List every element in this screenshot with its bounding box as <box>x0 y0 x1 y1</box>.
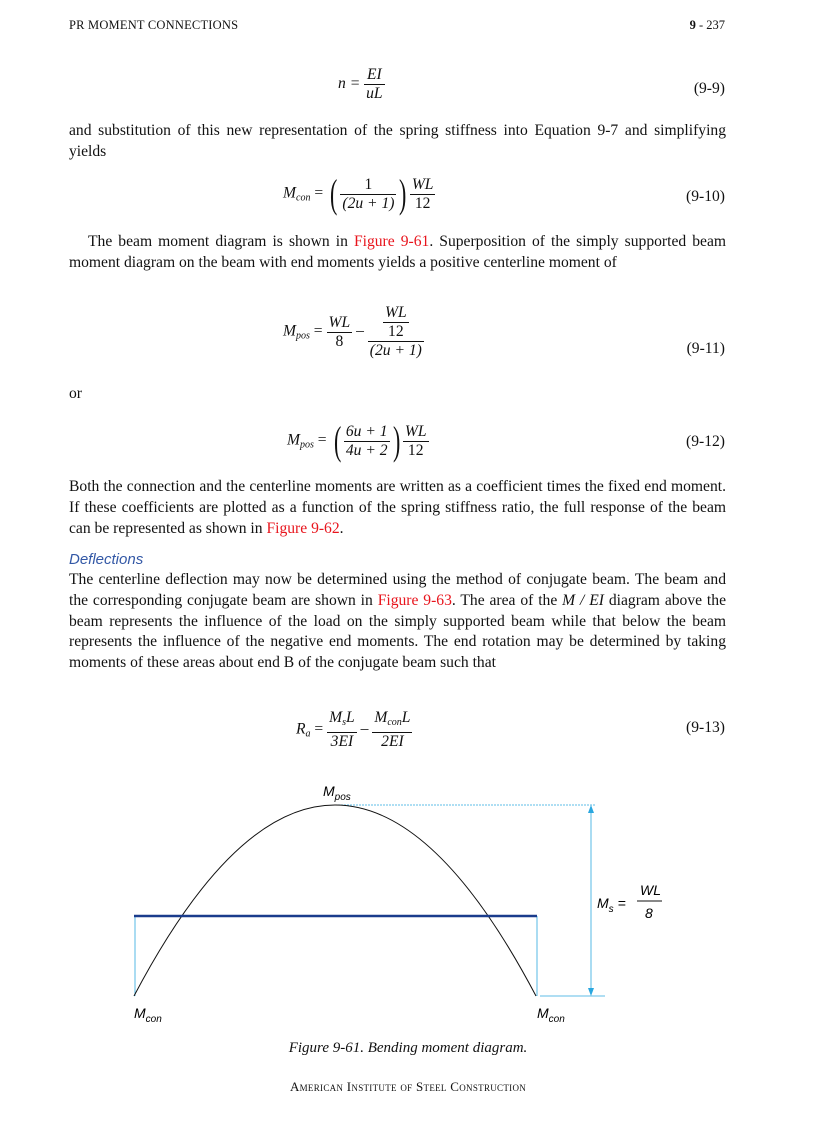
eq-fraction-2 <box>410 176 436 213</box>
eq-denominator-2: 2EI <box>381 733 404 750</box>
eq-denominator: (2u + 1) <box>342 194 395 212</box>
eq-denominator: 8 <box>335 332 344 350</box>
word-or: or <box>69 385 82 402</box>
label-ms-numerator: WL <box>640 882 661 898</box>
eq-denominator: 3EI <box>330 733 354 750</box>
eq-num-main: M <box>329 709 343 726</box>
text-run: diagram above the beam represents the influence of the load on the simply supported beam while that below the beam represents the influence of the negative end moments. The end rotation may be determined by taking moments of these areas about end B of the conjugate beam such that <box>69 591 726 672</box>
paren-open: ( <box>330 171 338 216</box>
eq-fraction <box>344 423 390 460</box>
paren-open: ( <box>333 418 341 463</box>
equation-9-13: $R_a$ = $\frac{M_sL}{3EI}$ – $\frac{M_{con}L}{2EI}$ <box>296 709 411 750</box>
eq-compound-denominator: (2u + 1) <box>369 342 422 359</box>
eq-lhs-main: M <box>287 431 300 449</box>
eq-minus: – <box>356 322 364 340</box>
label-mpos <box>323 783 351 803</box>
moment-curve <box>134 805 536 996</box>
label-mcon-right-main: M <box>537 1005 549 1021</box>
eq-fraction <box>340 176 396 213</box>
eq-numerator-2: WL <box>404 422 427 440</box>
label-mcon-left <box>134 1005 162 1025</box>
eq-denominator: 4u + 2 <box>345 441 388 459</box>
eq-inner-denominator: 12 <box>388 323 404 340</box>
eq-numerator: 6u + 1 <box>345 422 388 440</box>
eq-lhs-main: R <box>296 720 306 738</box>
eq-num-tail: L <box>346 709 355 726</box>
equation-label-9-10: (9-10) <box>686 188 725 205</box>
eq-numerator: 1 <box>340 176 396 195</box>
text-run: The centerline deflection may now be determined using the method of conjugate beam. The beam and the corresponding conjugate beam are shown in <box>69 571 726 609</box>
eq-num-sub: con <box>387 717 402 728</box>
eq-numerator: WL <box>328 313 351 331</box>
eq-fraction <box>364 66 384 103</box>
arrowhead-down <box>588 988 594 996</box>
text-run: . Superposition of the simply supported beam moment diagram on the beam with end moments yields a positive centerline moment of <box>69 233 727 271</box>
label-ms-eq: = <box>617 895 626 911</box>
eq-lhs-sub: pos <box>296 330 310 342</box>
paragraph-coefficients <box>69 477 726 539</box>
text-run: The beam moment diagram is shown in <box>88 233 354 250</box>
page-number <box>690 18 725 33</box>
page-number-rest: - 237 <box>698 18 725 32</box>
paragraph-substitution: and substitution of this new representation of the spring stiffness into Equation 9-7 and simplifying yields <box>69 122 726 160</box>
equation-9-10: $M_{con}$ = ( $\frac{1}{(2u + 1)}$ ) $\frac{WL}{12}$ <box>283 171 434 216</box>
eq-numerator-2: WL <box>411 175 434 193</box>
link-figure-9-63[interactable]: Figure 9-63 <box>377 591 452 609</box>
page-number-chapter: 9 <box>689 18 696 32</box>
eq-denominator-2: 12 <box>414 194 431 212</box>
equation-label-9-11: (9-11) <box>686 340 725 357</box>
paren-close: ) <box>392 418 400 463</box>
eq-lhs-sub: a <box>305 728 311 740</box>
eq-fraction-2 <box>403 423 429 460</box>
label-mcon-left-sub: con <box>145 1014 162 1025</box>
eq-compound-numerator <box>368 304 424 342</box>
label-mcon-right-sub: con <box>548 1014 565 1025</box>
paragraph-moment-diagram <box>69 232 726 274</box>
eq-numerator: EI <box>364 66 384 85</box>
eq-fraction <box>327 314 353 351</box>
label-mcon-left-main: M <box>134 1005 146 1021</box>
arrowhead-up <box>588 805 594 813</box>
eq-inner-fraction <box>383 304 409 341</box>
eq-lhs-sub: con <box>296 192 311 204</box>
paragraph-deflections <box>69 570 726 674</box>
paren-close: ) <box>399 171 407 216</box>
running-header-title: PR MOMENT CONNECTIONS <box>69 18 239 32</box>
eq-num-sub: s <box>342 717 347 728</box>
eq-num-main: M <box>374 709 388 726</box>
label-mpos-sub: pos <box>334 792 351 803</box>
equation-label-9-9: (9-9) <box>693 80 725 97</box>
eq-fraction <box>327 709 357 751</box>
label-ms-main: M <box>597 895 609 911</box>
eq-lhs-main: M <box>283 322 296 340</box>
eq-minus: – <box>360 720 369 738</box>
eq-inner-numerator: WL <box>385 304 407 321</box>
eq-numerator <box>327 709 357 733</box>
eq-denominator-2: 12 <box>407 441 424 459</box>
eq-lhs: n = <box>338 75 361 93</box>
text-run: . The area of the <box>451 591 563 609</box>
link-figure-9-62[interactable]: Figure 9-62 <box>266 519 340 537</box>
bending-moment-diagram <box>0 770 816 1035</box>
equation-9-11: $M_{pos}$ = $\frac{WL}{8}$ – $\frac{\frac{WL}{12}}{(2u + 1)}$ <box>283 304 422 359</box>
page-footer <box>0 1079 816 1095</box>
label-ms-sub: s <box>608 904 614 915</box>
label-ms <box>597 895 626 915</box>
footer-text: American Institute of Steel Construction <box>289 1079 527 1094</box>
eq-num-tail: L <box>401 709 411 726</box>
label-ms-denominator: 8 <box>645 905 653 921</box>
eq-compound-fraction <box>368 304 424 360</box>
eq-lhs-main: M <box>283 184 296 202</box>
equation-9-12: $M_{pos}$ = ( $\frac{6u + 1}{4u + 2}$ ) $\frac{WL}{12}$ <box>287 418 427 463</box>
eq-lhs-sub: pos <box>300 439 314 451</box>
eq-numerator-2 <box>372 709 412 733</box>
text-run: . <box>339 519 344 537</box>
section-heading-deflections: Deflections <box>69 551 144 568</box>
equation-9-9 <box>338 66 385 103</box>
text-run: Both the connection and the centerline moments are written as a coefficient times the fixed end moment. If these coefficients are plotted as a function of the spring stiffness ratio, the full response of the beam can be represented as shown in <box>69 478 726 537</box>
equation-label-9-12: (9-12) <box>686 433 725 450</box>
eq-fraction-2 <box>372 709 412 751</box>
text-run-italic: M / EI <box>562 591 604 609</box>
equation-label-9-13: (9-13) <box>686 719 725 736</box>
figure-caption: Figure 9-61. Bending moment diagram. <box>288 1040 528 1056</box>
label-mpos-main: M <box>323 783 335 799</box>
label-mcon-right <box>537 1005 565 1025</box>
link-figure-9-61[interactable]: Figure 9-61 <box>353 233 430 250</box>
eq-denominator: uL <box>366 85 383 102</box>
